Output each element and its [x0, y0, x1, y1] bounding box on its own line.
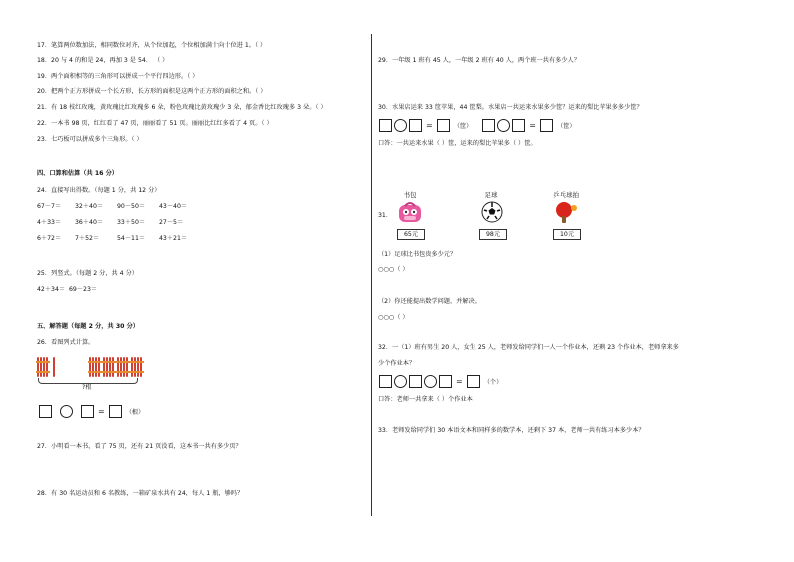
- stick-bundles-picture: [37, 353, 143, 379]
- operator-circle[interactable]: [394, 375, 407, 388]
- answer-box[interactable]: [379, 375, 392, 388]
- stick-bundle: [103, 357, 115, 377]
- question-30-answer: 口答：一共运来水果（ ）筐，运来的梨比苹果多（ ）筐。: [378, 140, 537, 147]
- price-tag-schoolbag: 65元: [397, 229, 425, 240]
- equals-sign: =: [426, 121, 433, 130]
- equals-sign: =: [529, 121, 536, 130]
- question-23: 23．七巧板可以拼成多个三角形。（ ）: [37, 136, 143, 143]
- q32-equation-boxes: [379, 375, 502, 388]
- question-32-cont: 少个作业本？: [378, 360, 416, 367]
- question-28: 28．有 30 名运动员和 6 名教练，一箱矿泉水共有 24，每人 1 瓶，够吗？: [37, 490, 244, 497]
- item-name-football: 足球: [484, 191, 498, 199]
- question-26: 26．看图列式计算。: [37, 339, 95, 346]
- question-33: 33．老师发给同学们 30 本语文本和同样多的数学本，还剩下 37 本，老师一共有练习本多少本？: [378, 427, 645, 434]
- question-31-part-1-answer: ○○○（ ）: [378, 266, 409, 273]
- answer-box[interactable]: [379, 119, 392, 132]
- operator-circle[interactable]: [394, 119, 407, 132]
- single-stick: [53, 357, 57, 377]
- answer-box[interactable]: [81, 405, 94, 418]
- unit-label: （根）: [125, 409, 145, 416]
- stick-bundle: [117, 357, 129, 377]
- worksheet-page: 17．笔算两位数加法，相同数位对齐，从个位加起，个位相加满十向十位进 1。（ ） 18．20 与 4 的和是 24，再加 3 是 54． （ ） 19．两个面积相等的三角形可以拼成一个平行四边形。（ ） 20．把两个正方形拼成一个长方形，长方形的面积是这两个正方形的面积之和。（ ） 21．有 18 枝红玫瑰，黄玫瑰比红玫瑰多 6 朵，粉色玫瑰比黄玫瑰少 3 朵，郁金香比红玫瑰多 3 朵。（ ） 22．一本书 98 页，红红看了 47 页，丽丽看了 51 页。丽丽比红红多看了 4 页。（ ） 23．七巧板可以拼成多个三角形。（ ） 四、口算和估算（共 16 分） 24．直接写出得数。（每题 1 分，共 12 分） 67－7＝ 32＋40＝ 90－50＝ 43－40＝ 4＋33＝ 36＋40＝ 33＋50＝ 27－5＝ 6＋72＝ 7＋52＝ 54－11＝ 43＋21＝ 25．列竖式。（每题 2 分，共 4 分） 42＋34＝ 69－23＝ 五、解答题（每题 2 分，共 30 分） 26．看图列式计算。 ?根 = （根） 27．小明看一本书，看了 75 页，还有 21 页没看，这本书一共有多少页？ 28．有 30 名运动员和 6 名教练，一箱矿泉水共有 24，每人 1 瓶，够吗？ 29．一年级 1 班有 45 人，一年级 2 班有 40 人，两个班一共有多少人？ 30．水果店运来 33 筐苹果，44 筐梨。水果店一共运来水果多少筐？运来的梨比苹果多多少筐？ = （筐） = （筐） 口答：一共运来水果（ ）筐，运来的梨比苹果多（ ）筐。 31． 书包 65元 足球 98元 乒乓球拍 10元 （1）足球比书包贵多少元？ ○○○（ ） （2）你还能提出数学问题，并解决。 ○○○（ ） 32．一（1）班有男生 20 人，女生 25 人，老师发给同学们一人一个作业本，还剩 23 个作业本，老师拿来多 少个作业本？ = （个） 口答：老师一共拿来（ ）个作业本 33．老师发给同学们 30 本语文本和同样多的数学本，还剩下 37 本，老师一共有练习本多少本？: [0, 0, 794, 562]
- answer-box[interactable]: [409, 375, 422, 388]
- stick-bundle: [37, 357, 49, 377]
- stick-bundle: [131, 357, 143, 377]
- q26-equation-boxes: [39, 405, 144, 418]
- question-20: 20．把两个正方形拼成一个长方形，长方形的面积是这两个正方形的面积之和。（ ）: [37, 88, 267, 95]
- answer-box[interactable]: [467, 375, 480, 388]
- question-31-number: 31．: [378, 212, 393, 219]
- item-name-schoolbag: 书包: [403, 191, 417, 199]
- ping-pong-paddle-icon: [553, 200, 579, 224]
- question-32-answer: 口答：老师一共拿来（ ）个作业本: [378, 396, 473, 403]
- q30-equation-boxes: [379, 119, 576, 132]
- question-31-part-1: （1）足球比书包贵多少元？: [378, 251, 457, 258]
- question-24: 24．直接写出得数。（每题 1 分，共 12 分）: [37, 187, 161, 194]
- question-17: 17．笔算两位数加法，相同数位对齐，从个位加起，个位相加满十向十位进 1。（ ）: [37, 42, 267, 49]
- question-22: 22．一本书 98 页，红红看了 47 页，丽丽看了 51 页。丽丽比红红多看了 4 页。（ ）: [37, 120, 273, 127]
- equals-sign: =: [98, 407, 105, 416]
- football-icon: [481, 201, 503, 223]
- column-divider: [371, 34, 372, 516]
- question-21: 21．有 18 枝红玫瑰，黄玫瑰比红玫瑰多 6 朵，粉色玫瑰比黄玫瑰少 3 朵，郁金香比红玫瑰多 3 朵。（ ）: [37, 104, 327, 111]
- question-30: 30．水果店运来 33 筐苹果，44 筐梨。水果店一共运来水果多少筐？运来的梨比苹果多多少筐？: [378, 104, 643, 111]
- operator-circle[interactable]: [60, 405, 73, 418]
- unit-label: （筐）: [453, 123, 473, 130]
- question-27: 27．小明看一本书，看了 75 页，还有 21 页没看，这本书一共有多少页？: [37, 443, 242, 450]
- schoolbag-icon: [396, 200, 424, 224]
- section-4-heading: 四、口算和估算（共 16 分）: [37, 170, 118, 177]
- question-18: 18．20 与 4 的和是 24，再加 3 是 54． （ ）: [37, 57, 169, 64]
- unit-label: （筐）: [556, 123, 576, 130]
- operator-circle[interactable]: [424, 375, 437, 388]
- question-25: 25．列竖式。（每题 2 分，共 4 分）: [37, 270, 138, 277]
- answer-box[interactable]: [512, 119, 525, 132]
- answer-box[interactable]: [437, 119, 450, 132]
- answer-box[interactable]: [39, 405, 52, 418]
- unit-label: （个）: [483, 379, 503, 386]
- question-31-part-2-answer: ○○○（ ）: [378, 314, 409, 321]
- question-32: 32．一（1）班有男生 20 人，女生 25 人，老师发给同学们一人一个作业本，还剩 23 个作业本，老师拿来多: [378, 344, 679, 351]
- question-31-part-2: （2）你还能提出数学问题，并解决。: [378, 298, 481, 305]
- question-19: 19．两个面积相等的三角形可以拼成一个平行四边形。（ ）: [37, 73, 199, 80]
- answer-box[interactable]: [540, 119, 553, 132]
- question-29: 29．一年级 1 班有 45 人，一年级 2 班有 40 人，两个班一共有多少人？: [378, 57, 580, 64]
- price-tag-paddle: 10元: [553, 229, 581, 240]
- answer-box[interactable]: [409, 119, 422, 132]
- answer-box[interactable]: [439, 375, 452, 388]
- answer-box[interactable]: [482, 119, 495, 132]
- price-tag-football: 98元: [479, 229, 507, 240]
- section-5-heading: 五、解答题（每题 2 分，共 30 分）: [37, 323, 139, 330]
- equals-sign: =: [456, 377, 463, 386]
- answer-box[interactable]: [109, 405, 122, 418]
- stick-bundle: [89, 357, 101, 377]
- item-name-paddle: 乒乓球拍: [553, 191, 579, 199]
- operator-circle[interactable]: [497, 119, 510, 132]
- brace-question: ?根: [82, 384, 92, 391]
